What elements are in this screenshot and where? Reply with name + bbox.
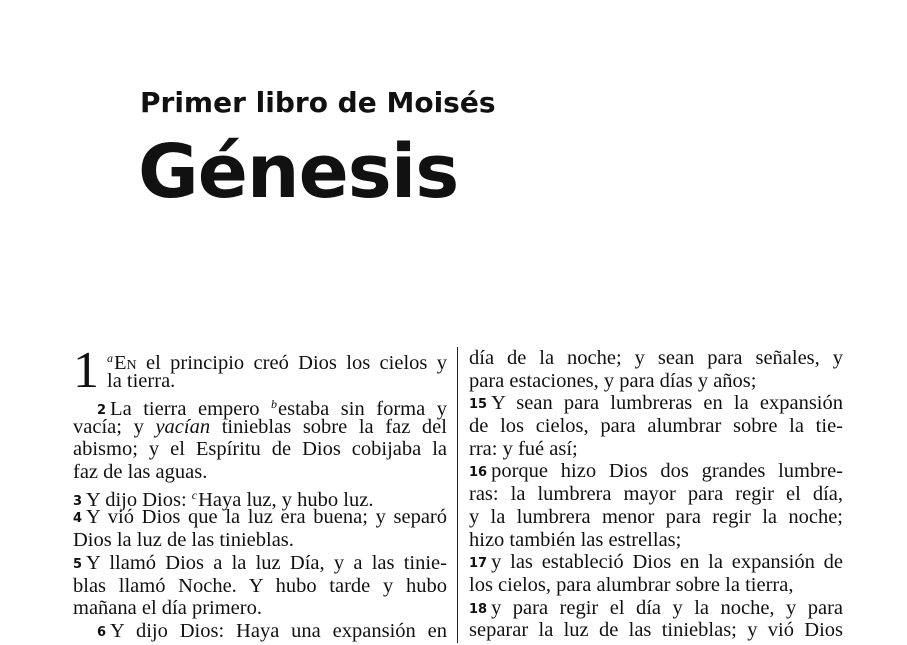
verse-text: faz de las aguas. bbox=[73, 461, 208, 484]
left-text-column bbox=[73, 347, 447, 643]
footnote-marker: a bbox=[107, 351, 113, 365]
verse-text: La tierra empero bbox=[110, 398, 272, 420]
verse-text: Y sean para lumbreras en la expansión bbox=[491, 392, 843, 415]
verse-3 bbox=[73, 484, 447, 511]
verse-text: tinieblas sobre la faz del bbox=[210, 415, 447, 438]
verse-number: 6 bbox=[97, 624, 107, 640]
verse-text: día de la noche; y sean para señales, y bbox=[469, 347, 843, 369]
verse-text: estaba sin forma y bbox=[278, 398, 447, 420]
text-line bbox=[73, 506, 447, 529]
text-line bbox=[469, 574, 843, 597]
verse-text: hizo también las estrellas; bbox=[469, 528, 682, 551]
verse-6 bbox=[73, 620, 447, 643]
verse-text: vacía; y bbox=[73, 415, 156, 438]
text-line bbox=[469, 597, 843, 620]
verse-text: Haya luz, y hubo luz. bbox=[198, 488, 374, 511]
text-line bbox=[469, 551, 843, 574]
verse-number: 17 bbox=[469, 556, 488, 572]
text-line bbox=[73, 620, 447, 643]
verse-text: porque hizo Dios dos grandes lumbre- bbox=[491, 460, 843, 483]
verse-number: 5 bbox=[73, 556, 83, 572]
footnote-marker: c bbox=[191, 487, 198, 502]
column-divider bbox=[457, 347, 458, 643]
text-line bbox=[469, 619, 843, 642]
text-line bbox=[73, 552, 447, 575]
verse-text: abismo; y el Espíritu de Dios cobijaba la bbox=[73, 438, 447, 461]
verse-text: separar la luz de las tinieblas; y vió Dios bbox=[469, 619, 843, 642]
verse-text: mañana el día primero. bbox=[73, 597, 262, 620]
book-title: Génesis bbox=[138, 129, 459, 215]
verse-text: ras: la lumbrera mayor para regir el día, bbox=[469, 483, 843, 506]
verse-text: rra: y fué así; bbox=[469, 437, 578, 460]
text-line bbox=[73, 575, 447, 598]
verse-18 bbox=[469, 597, 843, 642]
text-line bbox=[73, 393, 447, 420]
verse-16 bbox=[469, 460, 843, 551]
verse-number: 15 bbox=[469, 397, 488, 413]
text-line bbox=[469, 483, 843, 506]
verse-number: 2 bbox=[97, 403, 107, 418]
text-line bbox=[107, 347, 447, 374]
verse-number: 16 bbox=[469, 465, 488, 481]
text-line bbox=[73, 416, 447, 439]
verse-15 bbox=[469, 392, 843, 460]
text-line bbox=[73, 529, 447, 552]
verse-text: la tierra. bbox=[107, 369, 176, 392]
text-line bbox=[73, 597, 447, 620]
verse-text: y las estableció Dios en la expansión de bbox=[491, 551, 843, 574]
verse-text: de los cielos, para alumbrar sobre la tie- bbox=[469, 415, 843, 438]
verse-text: para estaciones, y para días y años; bbox=[469, 369, 757, 392]
verse-number: 3 bbox=[73, 493, 83, 509]
text-line bbox=[469, 506, 843, 529]
italic-word: yacían bbox=[155, 415, 211, 438]
verse-text: Y dijo Dios: Haya una expansión en bbox=[110, 619, 447, 642]
verse-text: Y dijo Dios: bbox=[86, 488, 192, 511]
verse-number: 4 bbox=[73, 511, 83, 527]
text-line bbox=[469, 438, 843, 461]
verse-text: y la lumbrera menor para regir la noche; bbox=[469, 505, 843, 528]
text-line bbox=[73, 461, 447, 484]
right-text-column bbox=[469, 347, 843, 642]
verse-2 bbox=[73, 393, 447, 484]
verse-17 bbox=[469, 551, 843, 596]
chapter-number: 1 bbox=[73, 347, 99, 393]
verse-number: 18 bbox=[469, 601, 488, 617]
verse-text: Y llamó Dios a la luz Día, y a las tinie- bbox=[86, 551, 447, 574]
verse-text: Y vió Dios que la luz era buena; y separó bbox=[86, 506, 447, 529]
verse-text: Dios la luz de las tinieblas. bbox=[73, 529, 294, 552]
footnote-marker: b bbox=[271, 397, 278, 411]
verse-text: blas llamó Noche. Y hubo tarde y hubo bbox=[73, 574, 447, 597]
text-line bbox=[469, 460, 843, 483]
verse-text: los cielos, para alumbrar sobre la tierra, bbox=[469, 573, 794, 596]
text-line bbox=[469, 415, 843, 438]
verse-1 bbox=[73, 347, 447, 393]
verse-text: y para regir el día y la noche, y para bbox=[491, 596, 843, 619]
text-line bbox=[469, 392, 843, 415]
verse-opening-word: En bbox=[114, 352, 137, 374]
text-line bbox=[469, 370, 843, 393]
verse-5 bbox=[73, 552, 447, 620]
text-line bbox=[469, 529, 843, 552]
verse-text: el principio creó Dios los cielos y bbox=[136, 352, 447, 374]
text-line bbox=[469, 347, 843, 370]
text-line bbox=[73, 484, 447, 511]
book-subtitle: Primer libro de Moisés bbox=[140, 86, 496, 119]
text-line bbox=[73, 438, 447, 461]
verse-4 bbox=[73, 506, 447, 551]
